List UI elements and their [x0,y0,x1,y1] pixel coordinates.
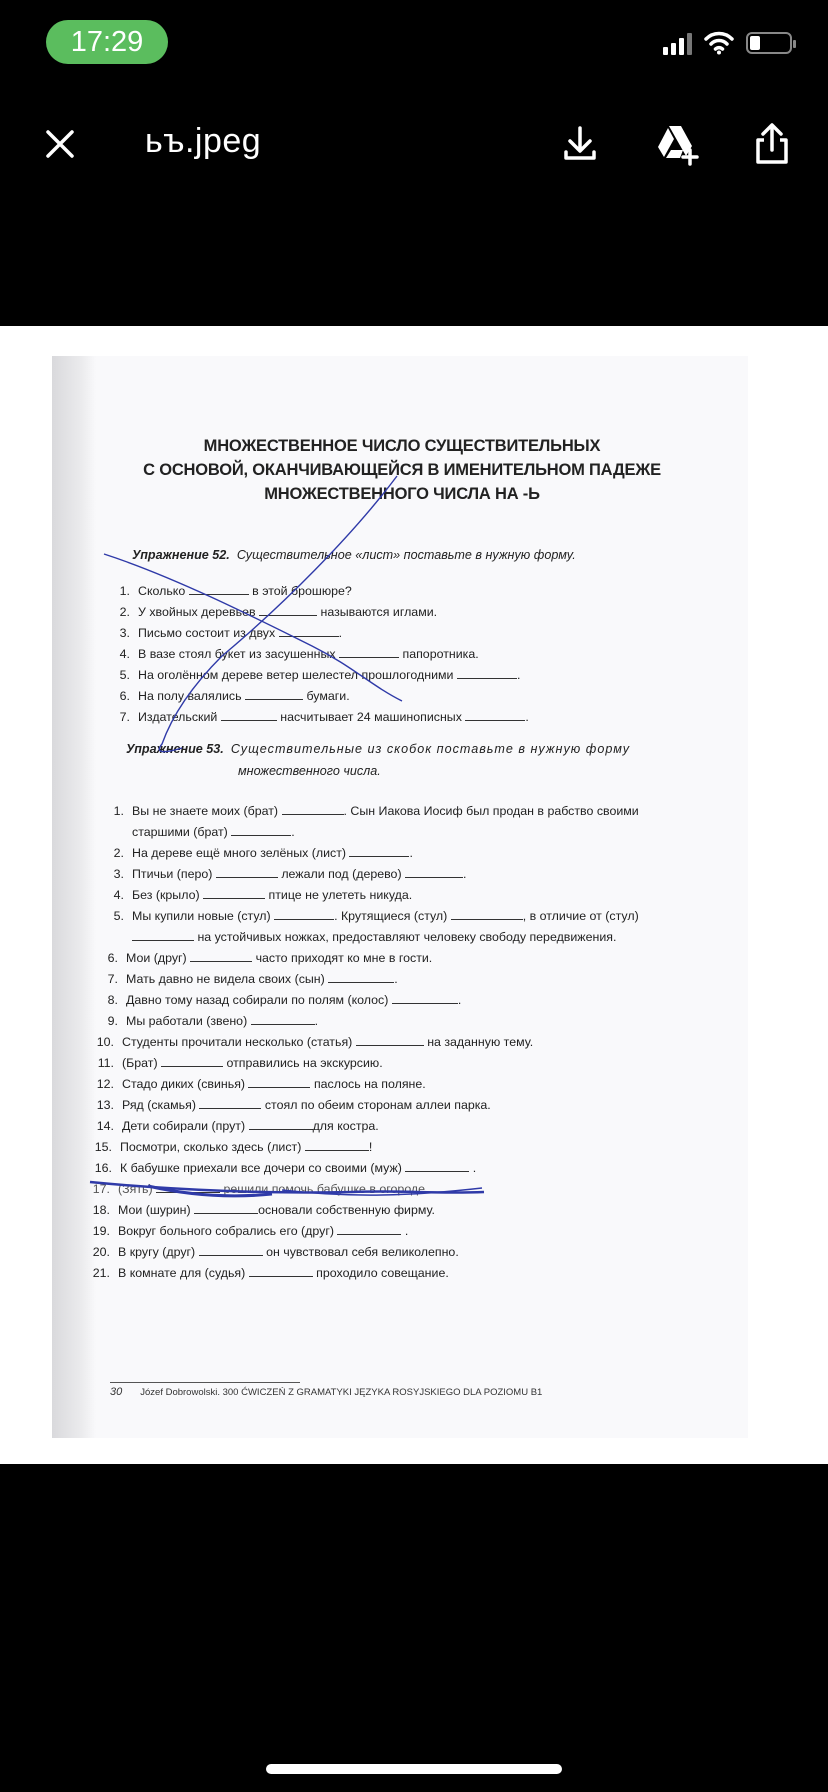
ex53-item: 1. Вы не знаете моих (брат) . Сын Иакова Иосиф был продан в рабство своими [113,804,639,818]
ex52-item: 6. На полу валялись бумаги. [119,689,350,703]
close-icon[interactable] [40,124,80,164]
status-time: 17:29 [46,20,168,64]
worksheet [52,356,748,1438]
ex53-item: 13. Ряд (скамья) стоял по обеим сторонам аллеи парка. [96,1098,491,1112]
file-name: ьъ.jpeg [145,122,262,160]
ex53-item: 21. В комнате для (судья) проходило совещание. [92,1266,449,1280]
image-viewer[interactable] [0,326,828,1464]
ex53-item: 20. В кругу (друг) он чувствовал себя великолепно. [92,1245,459,1259]
ex53-item: 16. К бабушке приехали все дочери со своими (муж) . [94,1161,477,1175]
ex53-item: 19. Вокруг больного собрались его (друг) . [92,1224,409,1238]
wifi-icon [704,31,734,55]
ex53-item: старшими (брат) . [132,825,295,839]
ex52-item: 3. Письмо состоит из двух . [119,626,343,640]
status-icons [663,28,792,58]
share-icon[interactable] [748,120,796,168]
signal-icon [663,31,692,55]
viewer-toolbar [0,110,828,180]
ex52-item: 2. У хвойных деревьев называются иглами. [119,605,438,619]
ex53-item: 5. Мы купили новые (стул) . Крутящиеся (стул) , в отличие от (стул) [113,909,639,923]
ex52-item: 5. На оголённом дереве ветер шелестел прошлогодними . [119,668,521,682]
page-footer: 30 Józef Dobrowolski. 300 ĆWICZEŃ Z GRAMATYKI JĘZYKA ROSYJSKIEGO DLA POZIOMU B1 [110,1386,543,1398]
ex53-item: 11. (Брат) отправились на экскурсию. [97,1056,383,1070]
ex53-item: на устойчивых ножках, предоставляют человеку свободу передвижения. [96,928,616,946]
scanned-page [52,356,748,1438]
exercise-53-header: Упражнение 53. Существительные из скобок поставьте в нужную форму [126,742,631,756]
home-indicator[interactable] [266,1764,562,1774]
drive-add-icon[interactable] [652,120,700,168]
ex53-item: 14. Дети собирали (прут) для костра. [96,1119,379,1133]
ex53-item: 15. Посмотри, сколько здесь (лист) ! [94,1140,373,1154]
ex53-item: 6. Мои (друг) часто приходят ко мне в гости. [107,951,433,965]
exercise-53-header-cont: множественного числа. [238,764,381,778]
exercise-52-header: Упражнение 52. Существительное «лист» поставьте в нужную форму. [132,548,576,562]
ex53-item: 9. Мы работали (звено) . [107,1014,319,1028]
ex53-item: 2. На дереве ещё много зелёных (лист) . [113,846,413,860]
download-icon[interactable] [556,120,604,168]
ex53-item: 8. Давно тому назад собирали по полям (колос) . [107,993,462,1007]
ex53-item: 4. Без (крыло) птице не улететь никуда. [113,888,413,902]
ex52-item: 4. В вазе стоял букет из засушенных папоротника. [119,647,479,661]
ex52-item: 1. Сколько в этой брошюре? [119,584,352,598]
ex53-item-struck: 17. (Зять) решили помочь бабушке в огороде. [92,1182,429,1196]
ex53-item: 10. Студенты прочитали несколько (статья) на заданную тему. [96,1035,534,1049]
worksheet-title: МНОЖЕСТВЕННОЕ ЧИСЛО СУЩЕСТВИТЕЛЬНЫХ С ОСНОВОЙ, ОКАНЧИВАЮЩЕЙСЯ В ИМЕНИТЕЛЬНОМ ПАДЕЖЕ МНОЖЕСТВЕННОГО ЧИСЛА НА -Ь [143,437,661,503]
battery-icon [746,32,792,54]
ex53-item: 12. Стадо диких (свинья) паслось на поляне. [96,1077,426,1091]
ex53-item: 3. Птичьи (перо) лежали под (дерево) . [113,867,467,881]
footer-rule [110,1382,300,1383]
ex52-item: 7. Издательский насчитывает 24 машинописных . [119,710,529,724]
ex53-item: 7. Мать давно не видела своих (сын) . [107,972,398,986]
ex53-item: 18. Мои (шурин) основали собственную фирму. [92,1203,435,1217]
